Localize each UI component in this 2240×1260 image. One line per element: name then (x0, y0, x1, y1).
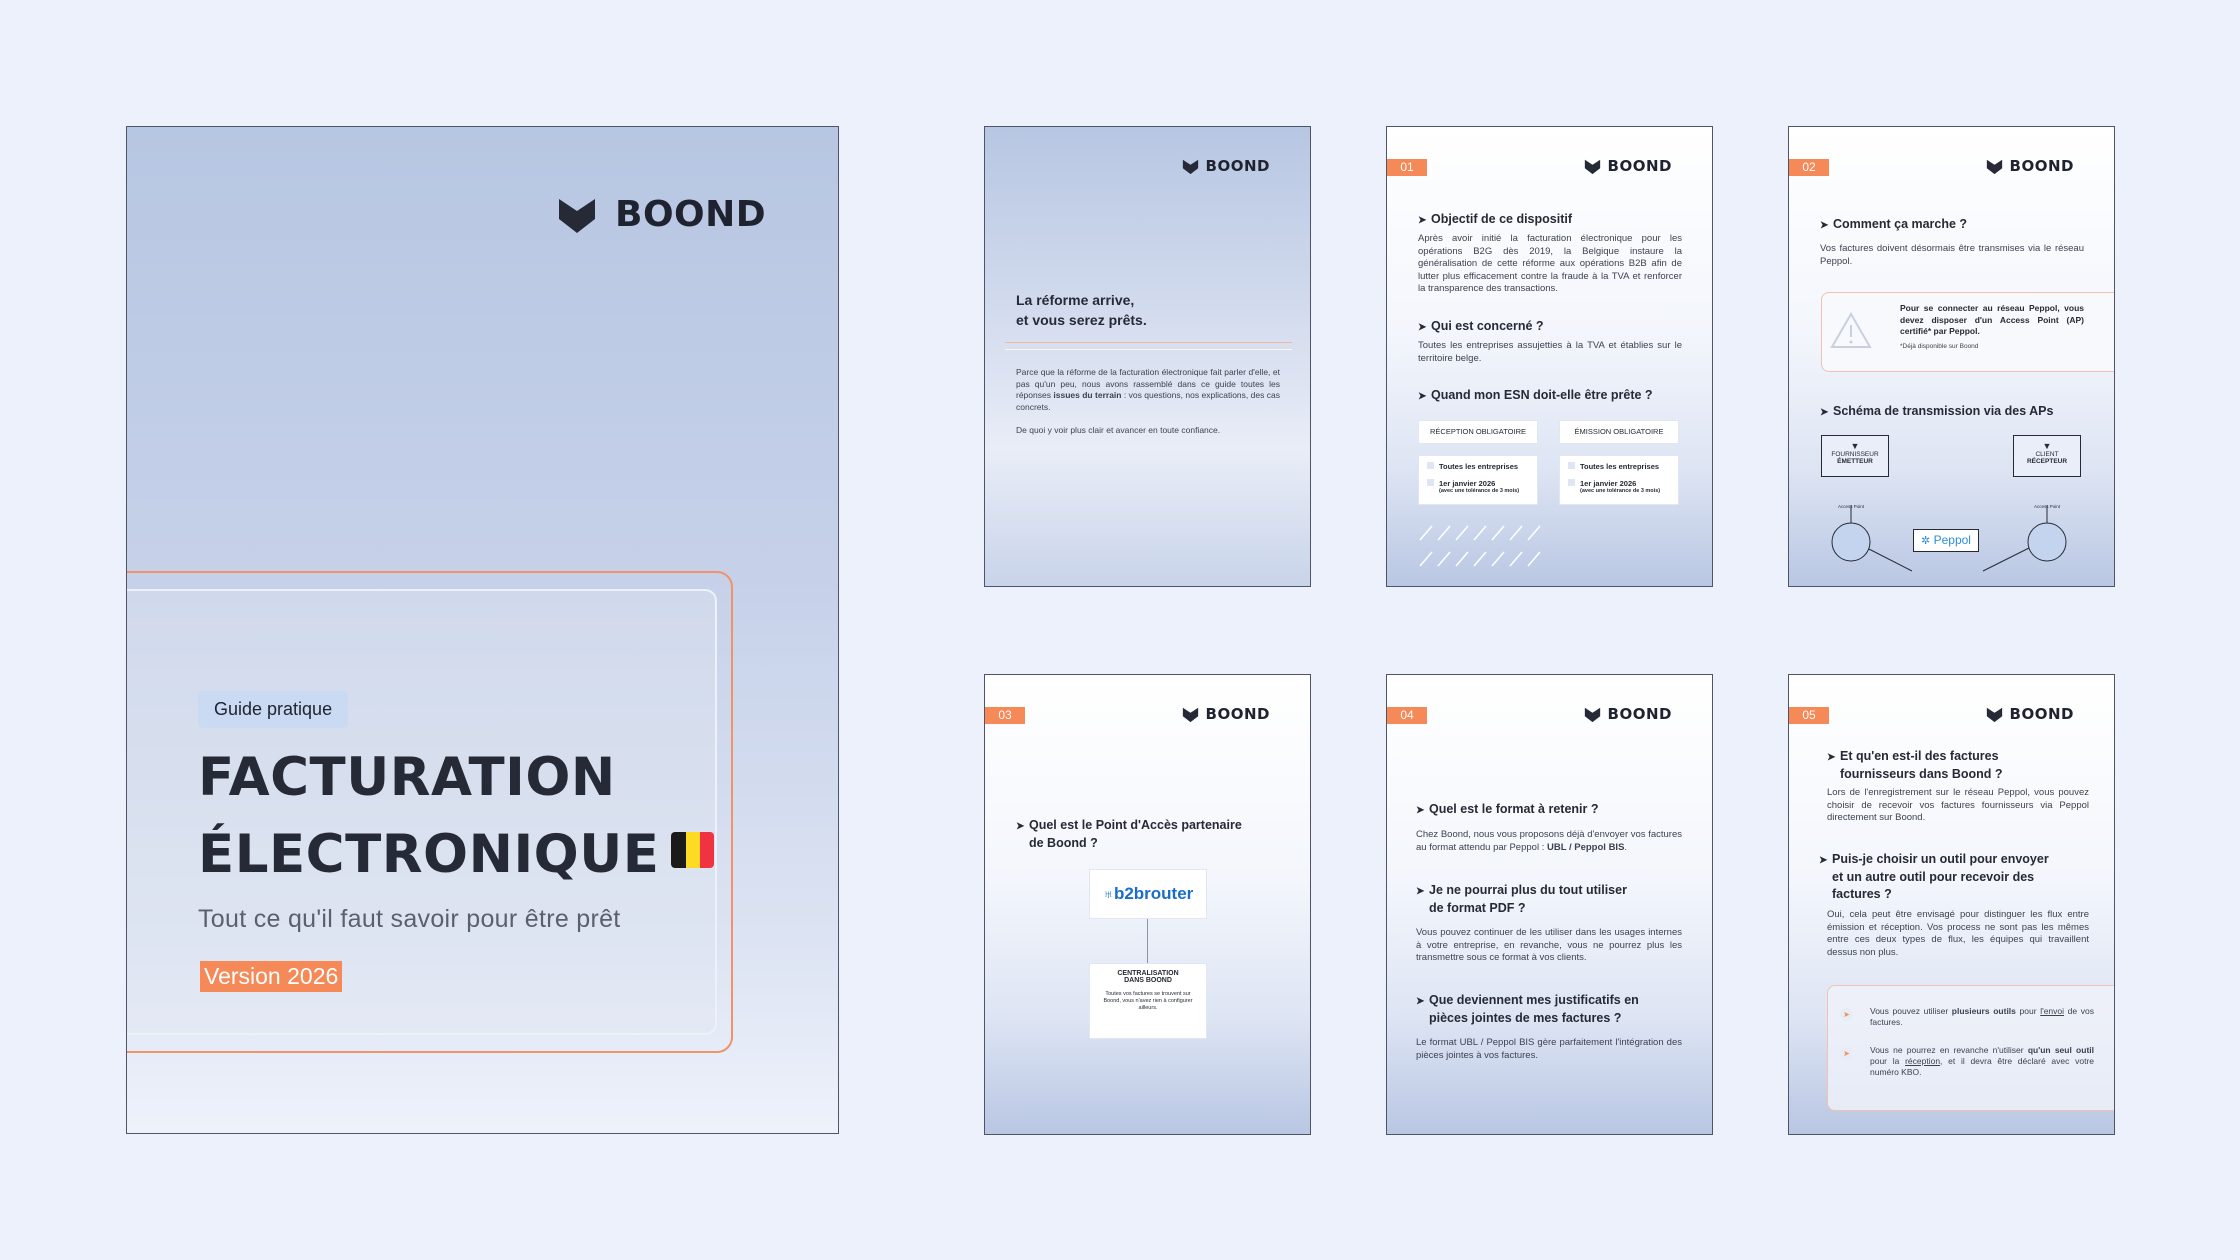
connector-line (1147, 919, 1148, 963)
brand-name: BOOND (1205, 157, 1270, 175)
boond-logo (557, 194, 766, 235)
supplier-line1: FOURNISSEUR (1831, 451, 1879, 458)
intro-text-a: Parce que la réforme de la facturation électronique fait parler d'elle, et pas qu'un peu, nous avons rassemblé dans ce guide toutes les réponses (1016, 367, 1280, 400)
p02-heading1-text: Comment ça marche ? (1833, 217, 1968, 231)
p05-heading1 (1827, 748, 2003, 783)
p05-bullet2-a: Vous ne pourrez en revanche n'utiliser (1870, 1045, 2028, 1055)
boond-logo (1986, 705, 2074, 723)
p02-alert-text: Pour se connecter au réseau Peppol, vous devez disposer d'un Access Point (AP) certifié* par Peppol. (1900, 303, 2084, 336)
guide-tag: Guide pratique (198, 691, 348, 728)
intro-text-b: : vos questions, nos explications, des cas concrets. (1016, 390, 1280, 412)
brand-name: BOOND (1205, 705, 1270, 723)
p04-heading3-line1-text: Que deviennent mes justificatifs en (1429, 993, 1639, 1007)
reception-details (1418, 455, 1538, 505)
boond-logo (1584, 157, 1672, 175)
ap-supplier-circle (1832, 523, 1870, 561)
chevron-right-icon: ➤ (1820, 220, 1829, 231)
intro-paragraph1 (1016, 367, 1280, 413)
chevron-right-icon: ➤ (1416, 886, 1425, 897)
p03-heading1-line1-text: Quel est le Point d'Accès partenaire (1029, 818, 1242, 832)
p01-heading3 (1418, 387, 1653, 405)
p05-bullet1-b: pour (2015, 1006, 2041, 1016)
emission-label: ÉMISSION OBLIGATOIRE (1559, 420, 1679, 444)
p04-heading2-line1-text: Je ne pourrai plus du tout utiliser (1429, 883, 1627, 897)
p03-heading1-line1 (1016, 817, 1242, 835)
boond-logo (1182, 157, 1270, 175)
page-05 (1788, 674, 2115, 1135)
intro-text-bold: issues du terrain (1053, 390, 1122, 400)
p05-bullet1-bold: plusieurs outils (1951, 1006, 2016, 1016)
p04-heading1-text: Quel est le format à retenir ? (1429, 802, 1599, 816)
central-line1: CENTRALISATION (1117, 970, 1179, 977)
emission-scope (1568, 462, 1670, 471)
ap-client-circle (2028, 523, 2066, 561)
p05-bullet2-b: pour la (1870, 1056, 1906, 1066)
intro-heading-line2: et vous serez prêts. (1016, 312, 1147, 328)
chevron-right-icon: ➤ (1416, 805, 1425, 816)
p05-bullet2-bold: qu'un seul outil (2027, 1045, 2094, 1055)
boond-logo-icon (1986, 158, 2003, 175)
reception-date-text: 1er janvier 2026 (1439, 479, 1496, 488)
p01-text2: Toutes les entreprises assujetties à la TVA et établies sur le territoire belge. (1418, 340, 1682, 364)
boond-logo-icon (557, 195, 597, 235)
chevron-right-icon: ➤ (1418, 322, 1427, 333)
brand-name: BOOND (2009, 157, 2074, 175)
b2brouter-icon: ♅ (1102, 886, 1114, 903)
p03-heading1 (1016, 817, 1242, 852)
reception-scope (1427, 462, 1529, 471)
p05-heading1-line1-text: Et qu'en est-il des factures (1840, 749, 1999, 763)
p05-bullet1 (1870, 1006, 2094, 1028)
p05-heading2-line3: factures ? (1832, 887, 1892, 901)
brand-name: BOOND (2009, 705, 2074, 723)
chevron-right-icon: ➤ (1016, 821, 1025, 832)
cover-title-line2 (198, 824, 714, 885)
p02-alert (1821, 292, 2115, 372)
p04-heading3 (1416, 992, 1639, 1027)
ap-client-label: Access Point (2033, 504, 2060, 509)
p04-text1-bold: UBL / Peppol BIS (1546, 841, 1625, 853)
p05-heading1-line2: fournisseurs dans Boond ? (1840, 767, 2003, 781)
peppol-box (1913, 529, 1979, 552)
calendar-icon (1427, 462, 1434, 469)
chevron-right-icon: ➤ (1418, 391, 1427, 402)
p04-text2: Vous pouvez continuer de les utiliser dans les usages internes à votre entreprise, en revanche, vous ne pourrez plus les transmettre sous ce format à vos clients. (1416, 927, 1682, 963)
centralisation-box (1089, 963, 1207, 1039)
cover-title-line2-text: ÉLECTRONIQUE (198, 824, 660, 885)
p01-heading3-text: Quand mon ESN doit-elle être prête ? (1431, 388, 1653, 402)
intro-paragraph2: De quoi y voir plus clair et avancer en toute confiance. (1016, 425, 1221, 435)
p05-heading2-line1 (1819, 851, 2049, 869)
p05-text1: Lors de l'enregistrement sur le réseau Peppol, vous pouvez choisir de recevoir vos factures fournisseurs via Peppol directement sur Boond. (1827, 787, 2089, 823)
boond-logo-icon: ▼ (2042, 441, 2052, 451)
p02-heading1 (1820, 216, 1967, 234)
belgium-flag-icon (671, 832, 714, 868)
intro-page (984, 126, 1311, 587)
page-03 (984, 674, 1311, 1135)
p05-bullet2-underline: réception (1905, 1056, 1941, 1066)
boond-logo-icon (1584, 706, 1601, 723)
p04-heading1 (1416, 801, 1599, 819)
emission-tolerance: (avec une tolérance de 3 mois) (1580, 488, 1661, 494)
b2brouter-name: b2brouter (1113, 884, 1194, 903)
p01-heading2-text: Qui est concerné ? (1431, 319, 1544, 333)
p04-heading3-line2: pièces jointes de mes factures ? (1429, 1011, 1622, 1025)
supplier-line2: ÉMETTEUR (1837, 458, 1873, 465)
p05-bullet2 (1870, 1045, 2094, 1078)
emission-date-text: 1er janvier 2026 (1580, 479, 1637, 488)
page-number: 04 (1387, 707, 1427, 724)
page-01 (1386, 126, 1713, 587)
intro-divider (1005, 342, 1292, 343)
p05-bullet1-underline: l'envoi (2040, 1006, 2065, 1016)
reception-tolerance: (avec une tolérance de 3 mois) (1439, 488, 1520, 494)
chevron-right-icon: ➤ (1416, 996, 1425, 1007)
p05-heading2 (1819, 851, 2049, 903)
intro-heading (1016, 290, 1147, 330)
calendar-icon (1427, 479, 1434, 486)
p04-text1-a: Chez Boond, nous vous proposons déjà d'envoyer vos factures au format attendu par Peppol : (1416, 829, 1682, 853)
transmission-diagram (1817, 463, 2087, 583)
p04-heading3-line1 (1416, 992, 1639, 1010)
page-number: 01 (1387, 159, 1427, 176)
p05-bullet2-c: , et il devra être déclaré avec votre numéro KBO. (1870, 1056, 2094, 1077)
reception-date (1427, 479, 1529, 488)
page-number: 05 (1789, 707, 1829, 724)
p03-heading1-line2: de Boond ? (1029, 836, 1098, 850)
reception-label: RÉCEPTION OBLIGATOIRE (1418, 420, 1538, 444)
cover-title-line1: FACTURATION (198, 747, 616, 808)
bullet1-chevron-icon: ➤ (1840, 1008, 1853, 1021)
brand-name: BOOND (1607, 705, 1672, 723)
p01-heading1 (1418, 211, 1572, 229)
calendar-icon (1568, 479, 1575, 486)
p02-heading2 (1820, 403, 2053, 421)
p05-heading2-line2: et un autre outil pour recevoir des (1832, 870, 2035, 884)
p05-text2: Oui, cela peut être envisagé pour distinguer les flux entre émission et réception. Vos process ne sont pas les mêmes entre ces deux types de flux, les équipes qui travaillent dessus non plus. (1827, 909, 2089, 958)
p04-text3: Le format UBL / Peppol BIS gère parfaitement l'intégration des pièces jointes à vos factures. (1416, 1037, 1682, 1061)
boond-logo-icon (1584, 158, 1601, 175)
intro-divider-light (1005, 349, 1292, 350)
p05-bullet1-a: Vous pouvez utiliser (1870, 1006, 1952, 1016)
cover-subtitle: Tout ce qu'il faut savoir pour être prêt (198, 905, 621, 933)
boond-logo (1584, 705, 1672, 723)
intro-heading-line1: La réforme arrive, (1016, 292, 1135, 308)
warning-icon (1830, 311, 1872, 351)
brand-name: BOOND (1607, 157, 1672, 175)
p04-text1 (1416, 829, 1682, 854)
chevron-right-icon: ➤ (1827, 752, 1836, 763)
boond-logo (1182, 705, 1270, 723)
b2brouter-logo (1089, 869, 1207, 919)
p05-heading1-line1 (1827, 748, 2003, 766)
calendar-icon (1568, 462, 1575, 469)
page-number: 02 (1789, 159, 1829, 176)
client-line2: RÉCEPTEUR (2026, 458, 2068, 465)
central-line2: DANS BOOND (1124, 977, 1172, 984)
emission-details (1559, 455, 1679, 505)
brand-name: BOOND (615, 194, 767, 235)
p01-heading1-text: Objectif de ce dispositif (1431, 212, 1572, 226)
boond-logo-icon (1182, 706, 1199, 723)
ap-supplier-label: Access Point (1837, 504, 1864, 509)
p01-text1: Après avoir initié la facturation électronique pour les opérations B2G dès 2019, la Belgique instaure la généralisation de cette réforme aux opérations B2B afin de lutter plus efficacement contre la fraude à la TVA et renforcer la transparence des transactions. (1418, 233, 1682, 294)
p05-heading2-line1-text: Puis-je choisir un outil pour envoyer (1832, 852, 2049, 866)
chevron-right-icon: ➤ (1819, 855, 1828, 866)
chevron-right-icon: ➤ (1418, 215, 1427, 226)
client-box (2013, 435, 2081, 477)
page-04 (1386, 674, 1713, 1135)
emission-scope-text: Toutes les entreprises (1580, 462, 1660, 471)
p02-heading2-text: Schéma de transmission via des APs (1833, 404, 2054, 418)
p01-heading2 (1418, 318, 1544, 336)
peppol-label: Peppol (1933, 533, 1971, 547)
p05-bullet1-c: de vos factures. (1870, 1006, 2094, 1027)
boond-logo-icon: ▼ (1850, 441, 1860, 451)
decorative-hatching (1418, 524, 1543, 570)
boond-logo-icon (1182, 158, 1199, 175)
p04-heading2-line2: de format PDF ? (1429, 901, 1526, 915)
p04-heading2 (1416, 882, 1627, 917)
boond-logo (1986, 157, 2074, 175)
version-badge: Version 2026 (200, 961, 342, 992)
page-02 (1788, 126, 2115, 587)
p02-text1: Vos factures doivent désormais être transmises via le réseau Peppol. (1820, 243, 2084, 267)
bullet2-chevron-icon: ➤ (1840, 1047, 1853, 1060)
p04-text1-end: . (1624, 841, 1628, 853)
p04-heading2-line1 (1416, 882, 1627, 900)
p02-alert-note: *Déjà disponible sur Boond (1900, 343, 1979, 350)
central-text: Toutes vos factures se trouvent sur Boond, vous n'avez rien à configurer ailleurs. (1103, 991, 1193, 1011)
reception-scope-text: Toutes les entreprises (1439, 462, 1519, 471)
network-icon: ✲ (1921, 535, 1931, 547)
client-line1: CLIENT (2035, 451, 2059, 458)
p05-info-box (1827, 985, 2115, 1111)
cover-page (126, 126, 839, 1134)
boond-logo-icon (1986, 706, 2003, 723)
chevron-right-icon: ➤ (1820, 407, 1829, 418)
emission-date (1568, 479, 1670, 488)
supplier-box (1821, 435, 1889, 477)
page-number: 03 (985, 707, 1025, 724)
